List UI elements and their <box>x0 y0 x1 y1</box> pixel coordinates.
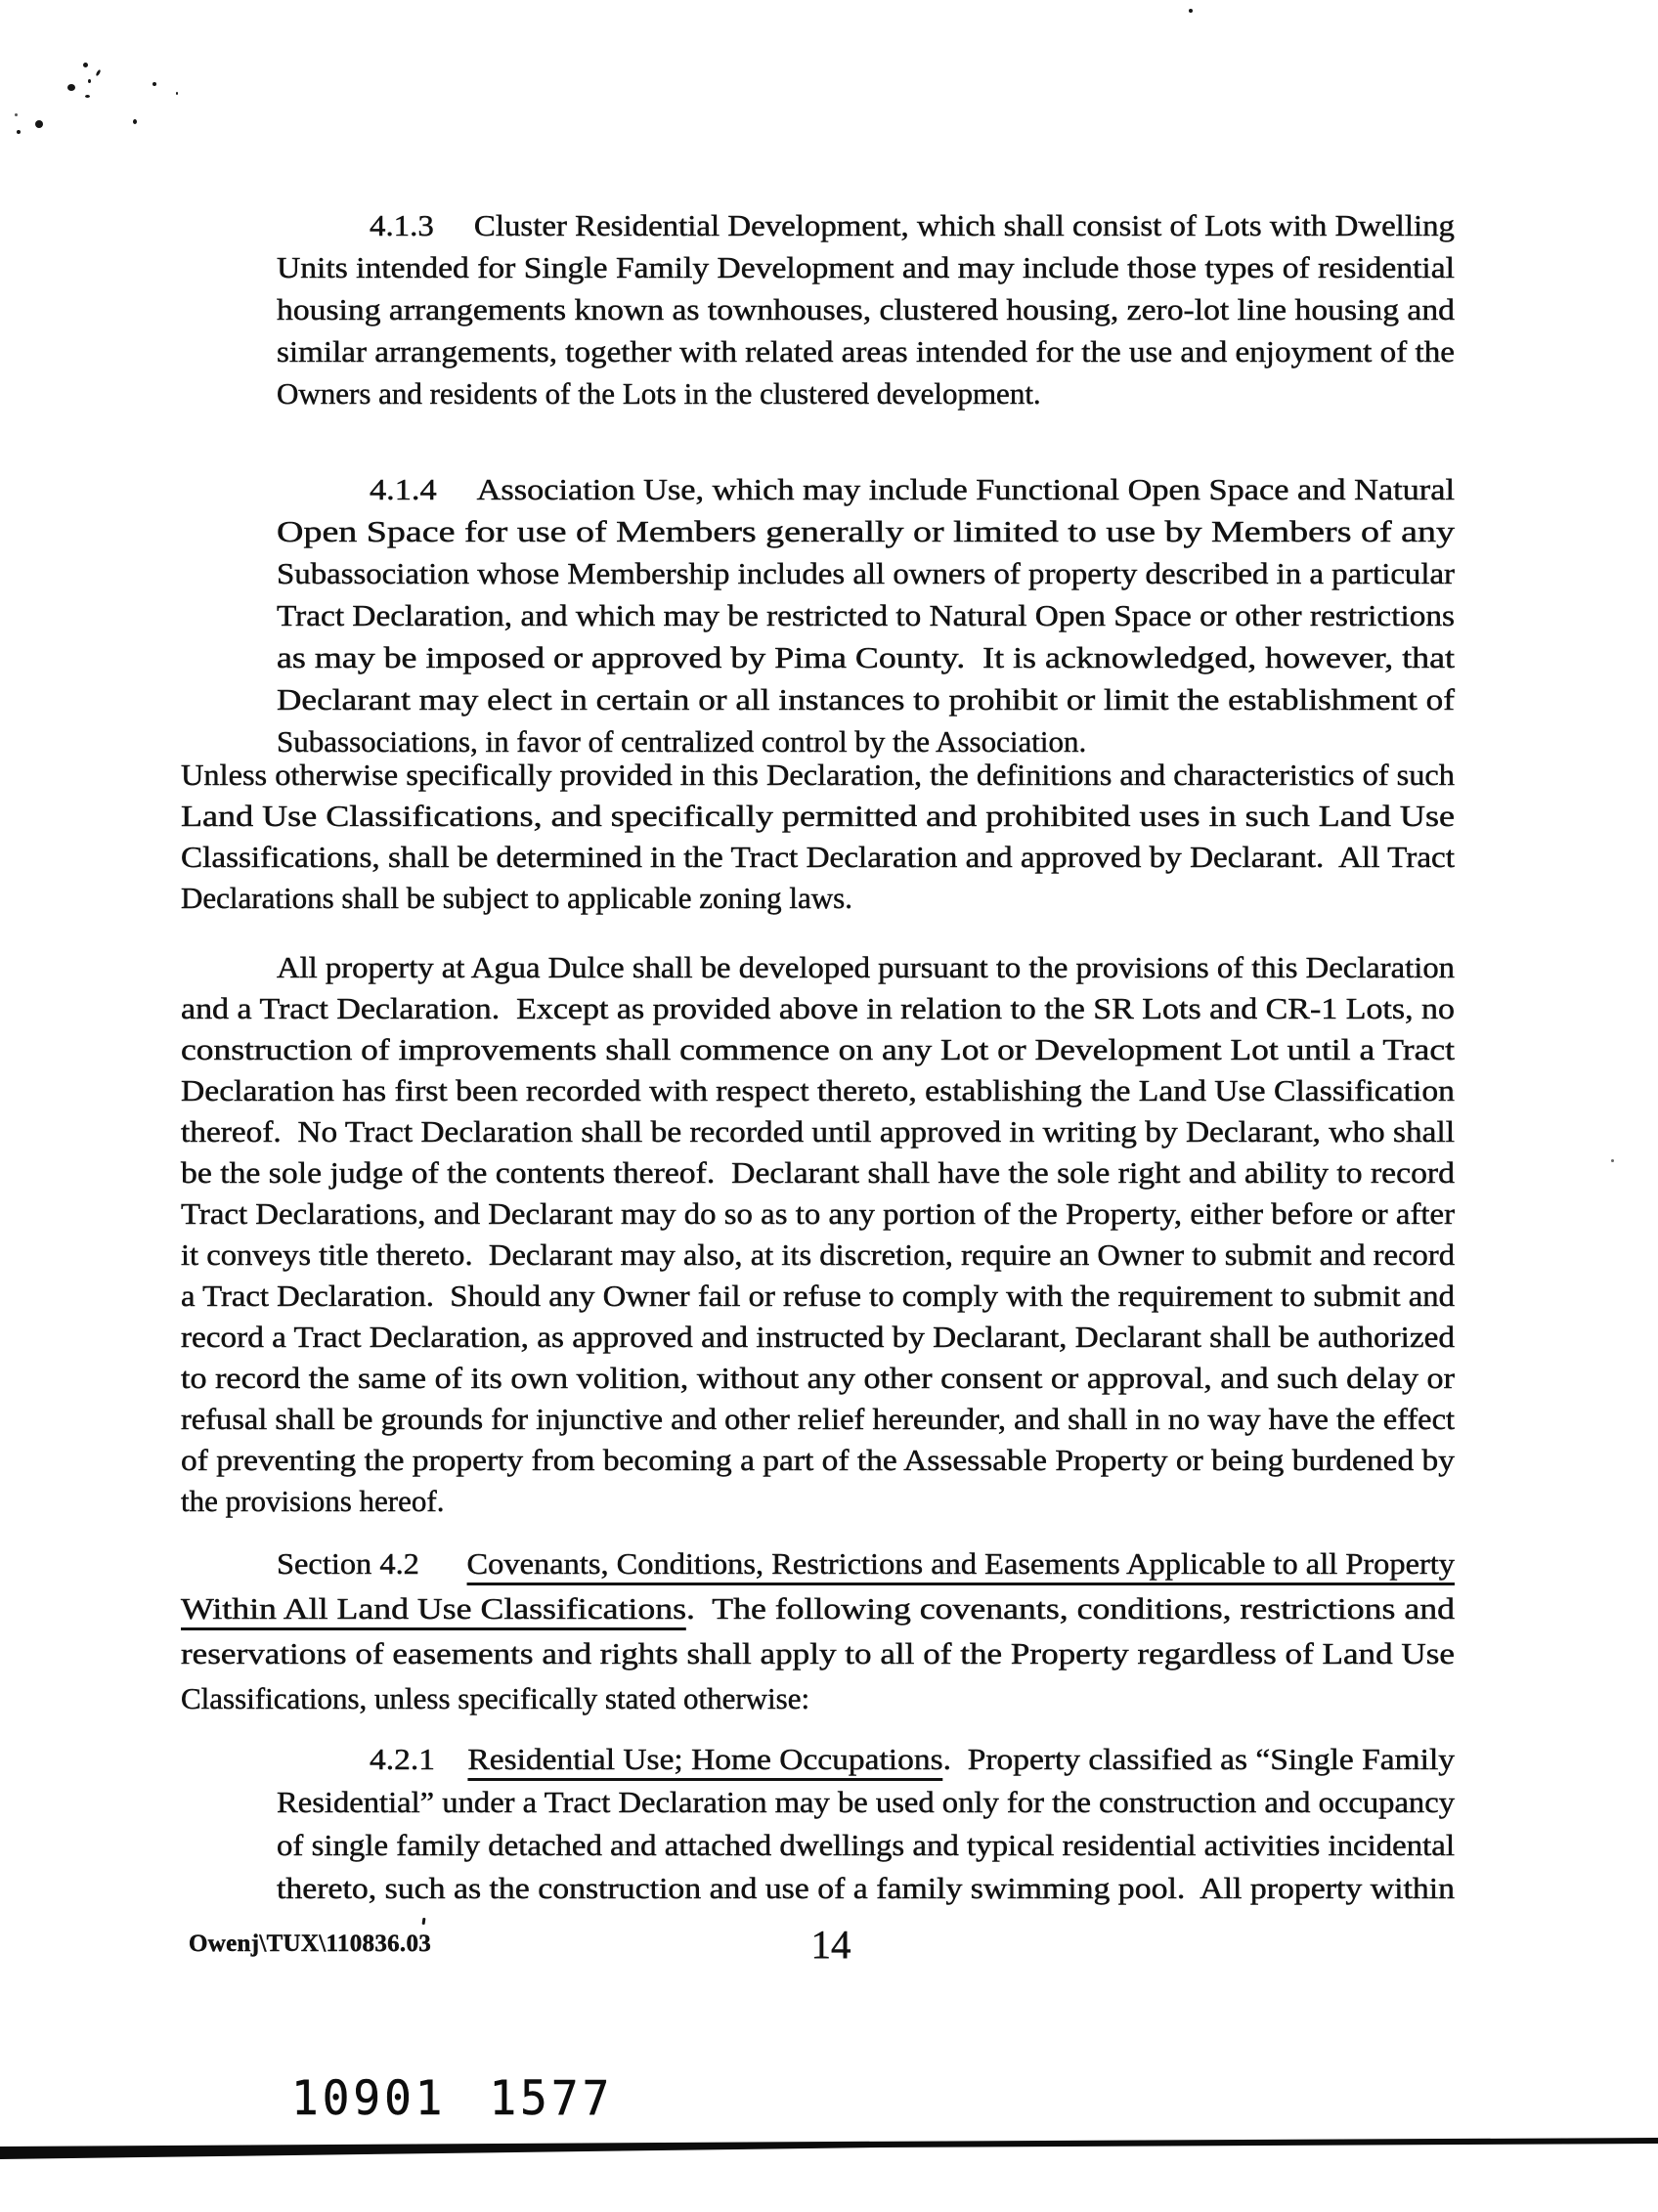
page-number: 14 <box>810 1922 851 1967</box>
footer-file-reference: Owenj\TUX\110836.03 <box>189 1930 432 1957</box>
text-line: Units intended for Single Family Development and may include those types of residential <box>277 250 1455 284</box>
text-line: a Tract Declaration. Should any Owner fail or refuse to comply with the requirement to submit and <box>181 1279 1455 1313</box>
text-line: All property at Agua Dulce shall be developed pursuant to the provisions of this Declaration <box>277 950 1456 984</box>
scan-speckle <box>95 69 101 77</box>
text-line: as may be imposed or approved by Pima County. It is acknowledged, however, that <box>277 640 1455 674</box>
stamp-page-number: 1577 <box>489 2070 614 2126</box>
text-line: Section 4.2 Covenants, Conditions, Restrictions and Easements Applicable to all Property <box>181 1541 1455 1586</box>
scan-speckle <box>153 82 156 86</box>
text-line: Tract Declarations, and Declarant may do so as to any portion of the Property, either before or after <box>181 1196 1455 1231</box>
text-line: Owners and residents of the Lots in the clustered development. <box>277 376 1041 411</box>
text-line: 4.1.3 Cluster Residential Development, which shall consist of Lots with Dwelling <box>370 208 1455 242</box>
text-line: Open Space for use of Members generally or limited to use by Members of any <box>277 514 1455 548</box>
paragraph-clause-4-2-1 <box>277 1738 1455 1910</box>
text-line: Subassociation whose Membership includes all owners of property described in a particular <box>277 556 1455 590</box>
scan-bottom-edge-line <box>0 2131 1658 2180</box>
text-line: housing arrangements known as townhouses, clustered housing, zero-lot line housing and <box>277 292 1455 326</box>
paragraph-land-use-determination <box>181 755 1455 919</box>
text-line: be the sole judge of the contents thereof. Declarant shall have the sole right and ability to record <box>181 1155 1455 1190</box>
text-line: thereof. No Tract Declaration shall be recorded until approved in writing by Declarant, who shall <box>181 1114 1455 1149</box>
text-line: the provisions hereof. <box>181 1484 445 1518</box>
scan-speckle <box>15 113 18 116</box>
stamp-book-number: 10901 <box>291 2070 447 2126</box>
text-line: Declaration has first been recorded with respect thereto, establishing the Land Use Classification <box>181 1073 1455 1107</box>
scan-speckle <box>67 84 75 91</box>
text-line: of single family detached and attached dwellings and typical residential activities incidental <box>277 1828 1455 1862</box>
text-line: thereto, such as the construction and use of a family swimming pool. All property within <box>277 1871 1455 1905</box>
recording-stamp-number <box>291 2070 613 2126</box>
text-line: Within All Land Use Classifications. The following covenants, conditions, restrictions and <box>181 1586 1455 1631</box>
text-line: Unless otherwise specifically provided in this Declaration, the definitions and characteristics of such <box>181 758 1455 792</box>
text-line: similar arrangements, together with related areas intended for the use and enjoyment of the <box>277 334 1456 369</box>
text-line: Land Use Classifications, and specifically permitted and prohibited uses in such Land Use <box>181 799 1455 833</box>
text-line: and a Tract Declaration. Except as provided above in relation to the SR Lots and CR-1 Lots, no <box>181 991 1455 1025</box>
text-line: Subassociations, in favor of centralized control by the Association. <box>277 724 1087 759</box>
text-line: reservations of easements and rights shall apply to all of the Property regardless of Land Use <box>181 1636 1455 1670</box>
paragraph-clause-4-1-3 <box>277 204 1455 414</box>
underlined-heading-text: Within All Land Use Classifications <box>181 1591 686 1630</box>
text-line: Tract Declaration, and which may be restricted to Natural Open Space or other restrictions <box>277 598 1456 632</box>
text-line: to record the same of its own volition, without any other consent or approval, and such delay or <box>181 1361 1455 1395</box>
scan-speckle <box>85 95 90 98</box>
paragraph-section-4-2 <box>181 1541 1455 1721</box>
scan-speckle <box>17 130 21 134</box>
text-line: 4.2.1 Residential Use; Home Occupations. Property classified as “Single Family <box>277 1738 1455 1781</box>
paragraph-clause-4-1-4 <box>277 468 1455 762</box>
scan-speckle <box>133 119 137 124</box>
text-line: construction of improvements shall commence on any Lot or Development Lot until a Tract <box>181 1032 1455 1066</box>
underlined-heading-text: Residential Use; Home Occupations <box>467 1742 942 1781</box>
scan-speckle <box>422 1918 426 1925</box>
underlined-heading-text: Covenants, Conditions, Restrictions and Easements Applicable to all Property <box>467 1546 1455 1585</box>
text-line: record a Tract Declaration, as approved and instructed by Declarant, Declarant shall be authorized <box>181 1320 1455 1354</box>
text-line: Classifications, shall be determined in the Tract Declaration and approved by Declarant. All Tract <box>181 840 1455 874</box>
scan-speckle <box>35 120 43 128</box>
scan-speckle <box>1189 9 1193 13</box>
text-line: Classifications, unless specifically stated otherwise: <box>181 1681 810 1715</box>
scan-speckle <box>88 79 91 83</box>
scan-speckle <box>176 92 178 95</box>
text-line: Residential” under a Tract Declaration may be used only for the construction and occupancy <box>277 1785 1455 1819</box>
text-line: Declarations shall be subject to applicable zoning laws. <box>181 881 852 915</box>
text-line: refusal shall be grounds for injunctive and other relief hereunder, and shall in no way have the effect <box>181 1402 1455 1436</box>
paragraph-tract-declaration-recording <box>181 947 1455 1522</box>
scan-speckle <box>83 63 88 67</box>
text-line: it conveys title thereto. Declarant may also, at its discretion, require an Owner to submit and record <box>181 1237 1455 1272</box>
text-line: of preventing the property from becoming a part of the Assessable Property or being burdened by <box>181 1443 1455 1477</box>
scan-speckle <box>1611 1159 1614 1162</box>
text-line: Declarant may elect in certain or all instances to prohibit or limit the establishment of <box>277 682 1456 716</box>
text-line: 4.1.4 Association Use, which may include Functional Open Space and Natural <box>370 472 1455 506</box>
